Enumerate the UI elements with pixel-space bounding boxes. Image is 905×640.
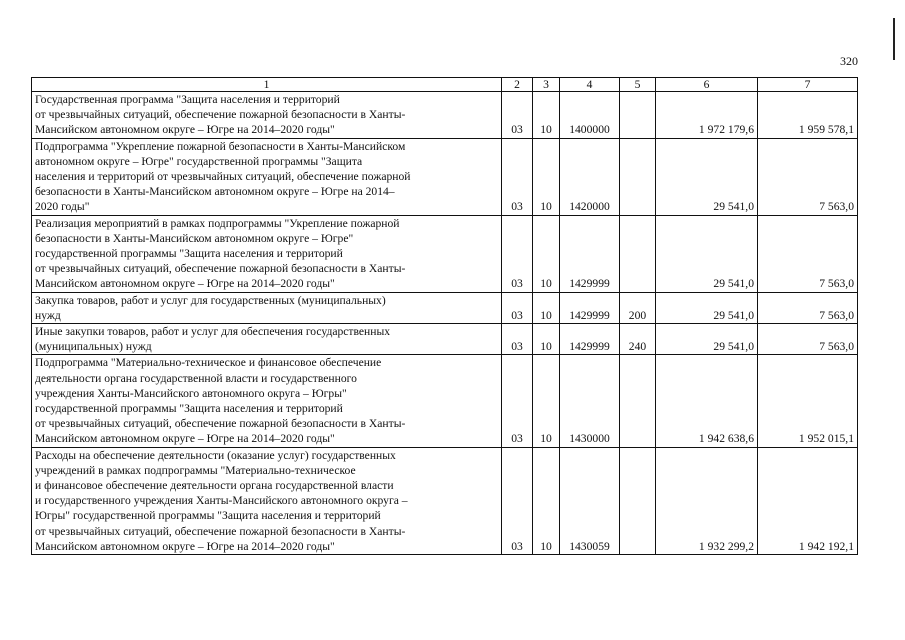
cell-col-2: 03 (502, 447, 533, 554)
name-line: и финансовое обеспечение деятельности органа государственной власти (35, 479, 394, 493)
cell-col-3: 10 (533, 324, 560, 355)
cell-name (32, 324, 502, 355)
header-col-5: 5 (620, 78, 656, 92)
cell-col-3: 10 (533, 215, 560, 292)
name-line: Государственная программа "Защита населения и территорий (35, 93, 340, 106)
page-number: 320 (840, 54, 858, 68)
header-col-7: 7 (758, 78, 858, 92)
cell-col-7: 1 942 192,1 (758, 447, 858, 554)
cell-col-5 (620, 355, 656, 447)
cell-col-4: 1429999 (560, 215, 620, 292)
cell-col-4: 1430000 (560, 355, 620, 447)
cell-name (32, 92, 502, 139)
table-body (32, 92, 858, 555)
header-row (32, 78, 858, 92)
cell-col-2: 03 (502, 215, 533, 292)
scan-edge-mark (893, 18, 895, 60)
cell-col-2: 03 (502, 138, 533, 215)
cell-col-4: 1430059 (560, 447, 620, 554)
table-row (32, 447, 858, 554)
name-line: государственной программы "Защита населения и территорий (35, 402, 343, 416)
name-line: от чрезвычайных ситуаций, обеспечение пожарной безопасности в Ханты- (35, 417, 406, 431)
cell-col-2: 03 (502, 92, 533, 139)
cell-col-6: 1 972 179,6 (656, 92, 758, 139)
cell-col-7: 7 563,0 (758, 324, 858, 355)
name-line: Иные закупки товаров, работ и услуг для обеспечения государственных (35, 325, 391, 339)
name-line: Реализация мероприятий в рамках подпрограммы "Укрепление пожарной (35, 216, 400, 230)
cell-col-6: 29 541,0 (656, 215, 758, 292)
cell-col-3: 10 (533, 292, 560, 323)
cell-col-6: 1 932 299,2 (656, 447, 758, 554)
cell-col-4: 1429999 (560, 292, 620, 323)
table-row (32, 355, 858, 447)
cell-name (32, 447, 502, 554)
name-line: Югры" государственной программы "Защита населения и территорий (35, 509, 381, 523)
cell-col-6: 29 541,0 (656, 292, 758, 323)
header-col-4: 4 (560, 78, 620, 92)
cell-col-5 (620, 215, 656, 292)
name-line: Мансийском автономном округе – Югре на 2014–2020 годы" (35, 123, 335, 137)
table-row (32, 215, 858, 292)
cell-name (32, 292, 502, 323)
name-line: Закупка товаров, работ и услуг для государственных (муниципальных) (35, 293, 386, 307)
cell-col-5 (620, 92, 656, 139)
cell-col-6: 29 541,0 (656, 324, 758, 355)
budget-table (31, 77, 858, 555)
cell-col-7: 7 563,0 (758, 138, 858, 215)
cell-col-7: 1 959 578,1 (758, 92, 858, 139)
name-line: безопасности в Ханты-Мансийском автономном округе – Югре" (35, 231, 354, 245)
cell-name (32, 215, 502, 292)
cell-col-3: 10 (533, 92, 560, 139)
name-line: нужд (35, 308, 61, 322)
name-line: деятельности органа государственной власти и государственного (35, 371, 357, 385)
table-row (32, 138, 858, 215)
name-line: (муниципальных) нужд (35, 340, 152, 354)
cell-col-4: 1400000 (560, 92, 620, 139)
cell-col-7: 7 563,0 (758, 215, 858, 292)
cell-col-7: 7 563,0 (758, 292, 858, 323)
cell-name (32, 355, 502, 447)
name-line: учреждений в рамках подпрограммы "Материально-техническое (35, 463, 356, 477)
cell-name (32, 138, 502, 215)
name-line: от чрезвычайных ситуаций, обеспечение пожарной безопасности в Ханты- (35, 262, 406, 276)
cell-col-5: 240 (620, 324, 656, 355)
cell-col-3: 10 (533, 138, 560, 215)
name-line: от чрезвычайных ситуаций, обеспечение пожарной безопасности в Ханты- (35, 524, 406, 538)
cell-col-6: 1 942 638,6 (656, 355, 758, 447)
cell-col-6: 29 541,0 (656, 138, 758, 215)
name-line: Мансийском автономном округе – Югре на 2014–2020 годы" (35, 277, 335, 291)
cell-col-4: 1429999 (560, 324, 620, 355)
name-line: Мансийском автономном округе – Югре на 2014–2020 годы" (35, 539, 335, 553)
name-line: Мансийском автономном округе – Югре на 2014–2020 годы" (35, 432, 335, 446)
name-line: автономном округе – Югре" государственной программы "Защита (35, 154, 363, 168)
name-line: от чрезвычайных ситуаций, обеспечение пожарной безопасности в Ханты- (35, 108, 406, 122)
name-line: учреждения Ханты-Мансийского автономного округа – Югры" (35, 386, 347, 400)
name-line: Подпрограмма "Материально-техническое и финансовое обеспечение (35, 356, 382, 370)
cell-col-2: 03 (502, 355, 533, 447)
header-col-1: 1 (32, 78, 502, 92)
name-line: и государственного учреждения Ханты-Мансийского автономного округа – (35, 494, 408, 508)
name-line: населения и территорий от чрезвычайных ситуаций, обеспечение пожарной (35, 170, 411, 184)
cell-col-5 (620, 138, 656, 215)
cell-col-5 (620, 447, 656, 554)
cell-col-2: 03 (502, 292, 533, 323)
cell-col-2: 03 (502, 324, 533, 355)
header-col-3: 3 (533, 78, 560, 92)
cell-col-3: 10 (533, 447, 560, 554)
cell-col-4: 1420000 (560, 138, 620, 215)
header-col-2: 2 (502, 78, 533, 92)
table-row (32, 92, 858, 139)
name-line: Расходы на обеспечение деятельности (оказание услуг) государственных (35, 448, 396, 462)
cell-col-5: 200 (620, 292, 656, 323)
cell-col-3: 10 (533, 355, 560, 447)
table-row (32, 324, 858, 355)
name-line: Подпрограмма "Укрепление пожарной безопасности в Ханты-Мансийском (35, 139, 406, 153)
header-col-6: 6 (656, 78, 758, 92)
name-line: 2020 годы" (35, 200, 90, 214)
name-line: государственной программы "Защита населения и территорий (35, 247, 343, 261)
name-line: безопасности в Ханты-Мансийском автономном округе – Югре на 2014– (35, 185, 395, 199)
cell-col-7: 1 952 015,1 (758, 355, 858, 447)
table-row (32, 292, 858, 323)
